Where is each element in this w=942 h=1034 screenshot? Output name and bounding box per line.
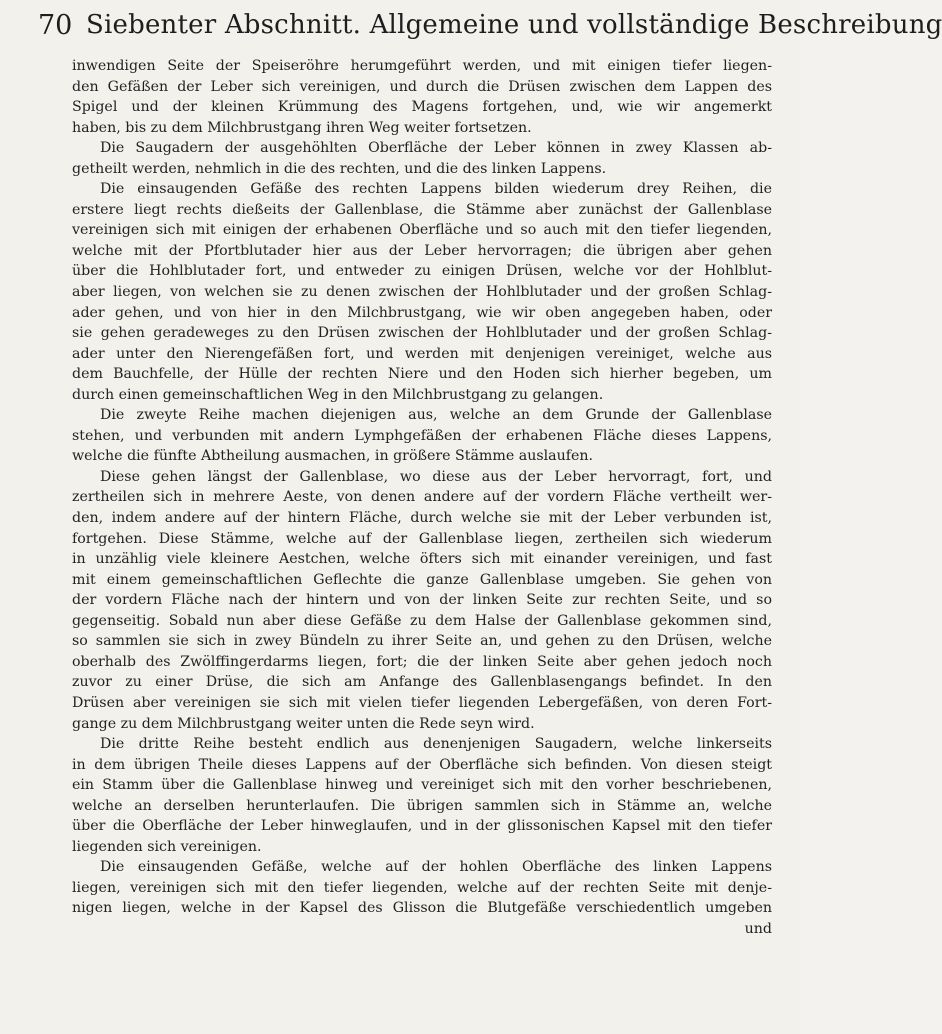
text-line: welche mit der Pfortblutader hier aus der Leber hervorragen; die übrigen aber gehen xyxy=(72,242,772,259)
text-line: welche an derselben herunterlaufen. Die übrigen sammlen sich in Stämme an, welche xyxy=(72,797,772,814)
text-line: mit einem gemeinschaftlichen Geflechte die ganze Gallenblase umgeben. Sie gehen von xyxy=(72,571,772,588)
catchword: und xyxy=(744,920,772,937)
text-line: in unzählig viele kleinere Aestchen, welche öfters sich mit einander vereinigen, und fast xyxy=(72,551,772,568)
text-line: liegenden sich vereinigen. xyxy=(72,838,262,855)
text-line: stehen, und verbunden mit andern Lymphgefäßen der erhabenen Fläche dieses Lappens, xyxy=(72,427,772,444)
text-line: Die einsaugenden Gefäße, welche auf der hohlen Oberfläche des linken Lappens xyxy=(100,859,772,876)
text-line: Spigel und der kleinen Krümmung des Magens fortgehen, und, wie wir angemerkt xyxy=(72,99,772,116)
text-line: liegen, vereinigen sich mit den tiefer liegenden, welche auf der rechten Seite mit denje- xyxy=(72,879,772,896)
text-line: ader unter den Nierengefäßen fort, und werden mit denjenigen vereiniget, welche aus xyxy=(72,345,772,362)
text-line: ein Stamm über die Gallenblase hinweg und vereiniget sich mit den vorher beschriebenen, xyxy=(72,777,772,794)
text-line: haben, bis zu dem Milchbrustgang ihren Weg weiter fortsetzen. xyxy=(72,119,532,136)
page-header xyxy=(38,8,942,52)
text-line: Die dritte Reihe besteht endlich aus denenjenigen Saugadern, welche linkerseits xyxy=(100,736,772,753)
text-line: der vordern Fläche nach der hintern und von der linken Seite zur rechten Seite, und so xyxy=(72,592,772,609)
body-text xyxy=(72,56,772,940)
page-number: 70 xyxy=(38,10,73,41)
text-line: Diese gehen längst der Gallenblase, wo diese aus der Leber hervorragt, fort, und xyxy=(100,468,772,485)
text-line: getheilt werden, nehmlich in die des rechten, und die des linken Lappens. xyxy=(72,160,607,177)
text-line: ader gehen, und von hier in den Milchbrustgang, wie wir oben angegeben haben, oder xyxy=(72,304,772,321)
text-line: welche die fünfte Abtheilung ausmachen, in größere Stämme auslaufen. xyxy=(72,448,594,465)
text-line: zertheilen sich in mehrere Aeste, von denen andere auf der vordern Fläche vertheilt wer- xyxy=(72,489,772,506)
running-head: Siebenter Abschnitt. Allgemeine und vollständige Beschreibung xyxy=(86,10,942,40)
text-line: aber liegen, von welchen sie zu denen zwischen der Hohlblutader und der großen Schlag- xyxy=(72,284,772,301)
text-line: in dem übrigen Theile dieses Lappens auf der Oberfläche sich befinden. Von diesen steigt xyxy=(72,756,772,773)
text-line: zuvor zu einer Drüse, die sich am Anfange des Gallenblasengangs befindet. In den xyxy=(72,674,772,691)
text-line: den, indem andere auf der hintern Fläche, durch welche sie mit der Leber verbunden ist, xyxy=(72,510,772,527)
text-line: oberhalb des Zwölffingerdarms liegen, fort; die der linken Seite aber gehen jedoch noch xyxy=(72,653,772,670)
text-line: erstere liegt rechts dießeits der Gallenblase, die Stämme aber zunächst der Gallenblase xyxy=(72,201,772,218)
text-line: Die Saugadern der ausgehöhlten Oberfläche der Leber können in zwey Klassen ab- xyxy=(100,140,772,157)
text-line: über die Oberfläche der Leber hinweglaufen, und in der glissonischen Kapsel mit den tiefer xyxy=(72,818,772,835)
text-line: Die zweyte Reihe machen diejenigen aus, welche an dem Grunde der Gallenblase xyxy=(100,407,772,424)
text-line: Die einsaugenden Gefäße des rechten Lappens bilden wiederum drey Reihen, die xyxy=(100,181,772,198)
text-line: sie gehen geradeweges zu den Drüsen zwischen der Hohlblutader und der großen Schlag- xyxy=(72,325,772,342)
text-line: vereinigen sich mit einigen der erhabenen Oberfläche und so auch mit den tiefer liegenden, xyxy=(72,222,772,239)
text-line: durch einen gemeinschaftlichen Weg in den Milchbrustgang zu gelangen. xyxy=(72,386,604,403)
text-line: Drüsen aber vereinigen sie sich mit vielen tiefer liegenden Lebergefäßen, von deren Fort- xyxy=(72,694,772,711)
text-line: über die Hohlblutader fort, und entweder zu einigen Drüsen, welche vor der Hohlblut- xyxy=(72,263,772,280)
text-line: fortgehen. Diese Stämme, welche auf der Gallenblase liegen, zertheilen sich wiederum xyxy=(72,530,772,547)
text-line: den Gefäßen der Leber sich vereinigen, und durch die Drüsen zwischen dem Lappen des xyxy=(72,78,772,95)
text-line: dem Bauchfelle, der Hülle der rechten Niere und den Hoden sich hierher begeben, um xyxy=(72,366,772,383)
text-line: inwendigen Seite der Speiseröhre herumgeführt werden, und mit einigen tiefer liegen- xyxy=(72,58,772,74)
text-line: gegenseitig. Sobald nun aber diese Gefäße zu dem Halse der Gallenblase gekommen sind, xyxy=(72,612,772,629)
text-line: gange zu dem Milchbrustgang weiter unten die Rede seyn wird. xyxy=(72,715,535,732)
text-line: nigen liegen, welche in der Kapsel des Glisson die Blutgefäße verschiedentlich umgeben xyxy=(72,900,772,917)
text-line: so sammlen sie sich in zwey Bündeln zu ihrer Seite an, und gehen zu den Drüsen, welche xyxy=(72,633,772,650)
